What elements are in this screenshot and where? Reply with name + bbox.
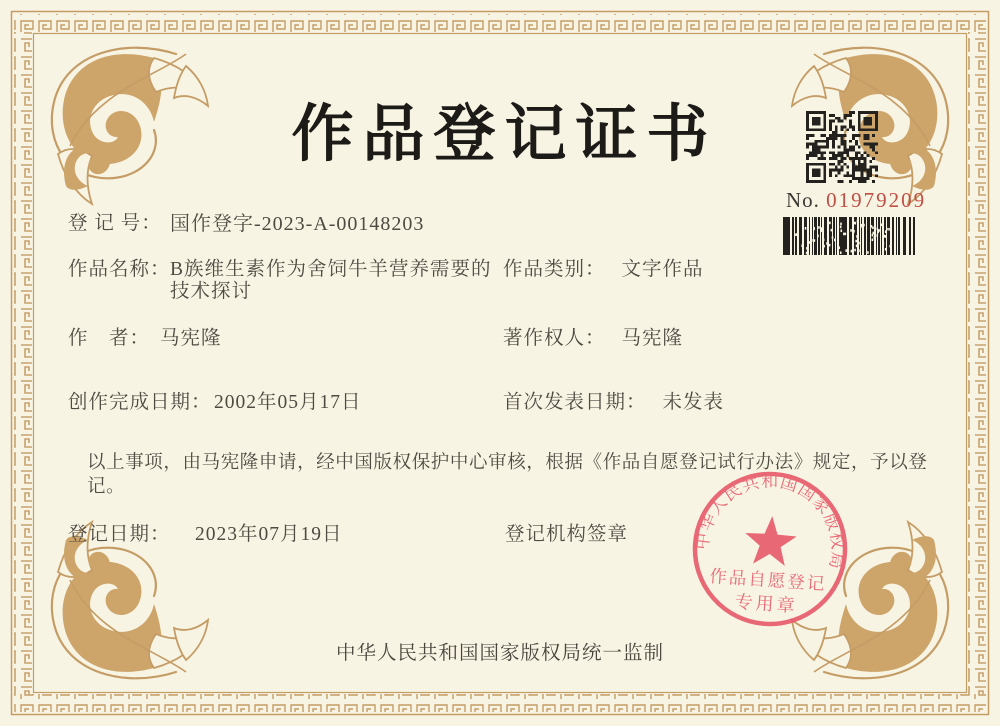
registration-number-label: 登 记 号： [68,213,162,234]
copyright-owner-value: 马宪隆 [621,328,684,349]
copyright-owner-label: 著作权人： [503,328,606,349]
serial-number [786,188,926,213]
agency-seal-label: 登记机构签章 [505,524,629,545]
first-publication-group [503,392,724,414]
registration-statement: 以上事项，由马宪隆申请，经中国版权保护中心审核，根据《作品自愿登记试行办法》规定，予以登记。 [87,452,928,497]
registration-number-value: 国作登字-2023-A-00148203 [170,213,425,235]
barcode-icon [783,217,916,255]
official-seal [685,464,855,634]
author-label: 作 者： [68,328,151,349]
creation-date-value: 2002年05月17日 [214,392,362,413]
seal-line2: 专用章 [734,591,799,617]
seal-line1: 作品自愿登记 [708,565,827,594]
seal-star-icon [743,514,798,566]
author-value: 马宪隆 [160,328,222,349]
registration-date-label: 登记日期： [68,524,171,545]
first-publication-label: 首次发表日期： [503,392,647,413]
serial-value: 01979209 [826,188,927,212]
work-type-group [503,259,704,281]
work-type-value: 文字作品 [621,259,704,280]
first-publication-value: 未发表 [662,392,725,413]
work-name-label: 作品名称： [68,259,171,280]
seal-ring-text: 中华人民共和国国家版权局 [692,471,848,572]
registration-date-value: 2023年07月19日 [195,524,343,545]
serial-prefix: No. [786,188,827,212]
qr-code-icon [806,111,878,183]
certificate-title: 作品登记证书 [291,101,718,169]
work-type-label: 作品类别： [503,259,606,280]
work-name-value: B族维生素作为舍饲牛羊营养需要的技术探讨 [170,259,492,302]
creation-date-label: 创作完成日期： [68,392,212,413]
issuer-footer: 中华人民共和国国家版权局统一监制 [335,643,664,664]
copyright-owner-group [503,328,683,350]
